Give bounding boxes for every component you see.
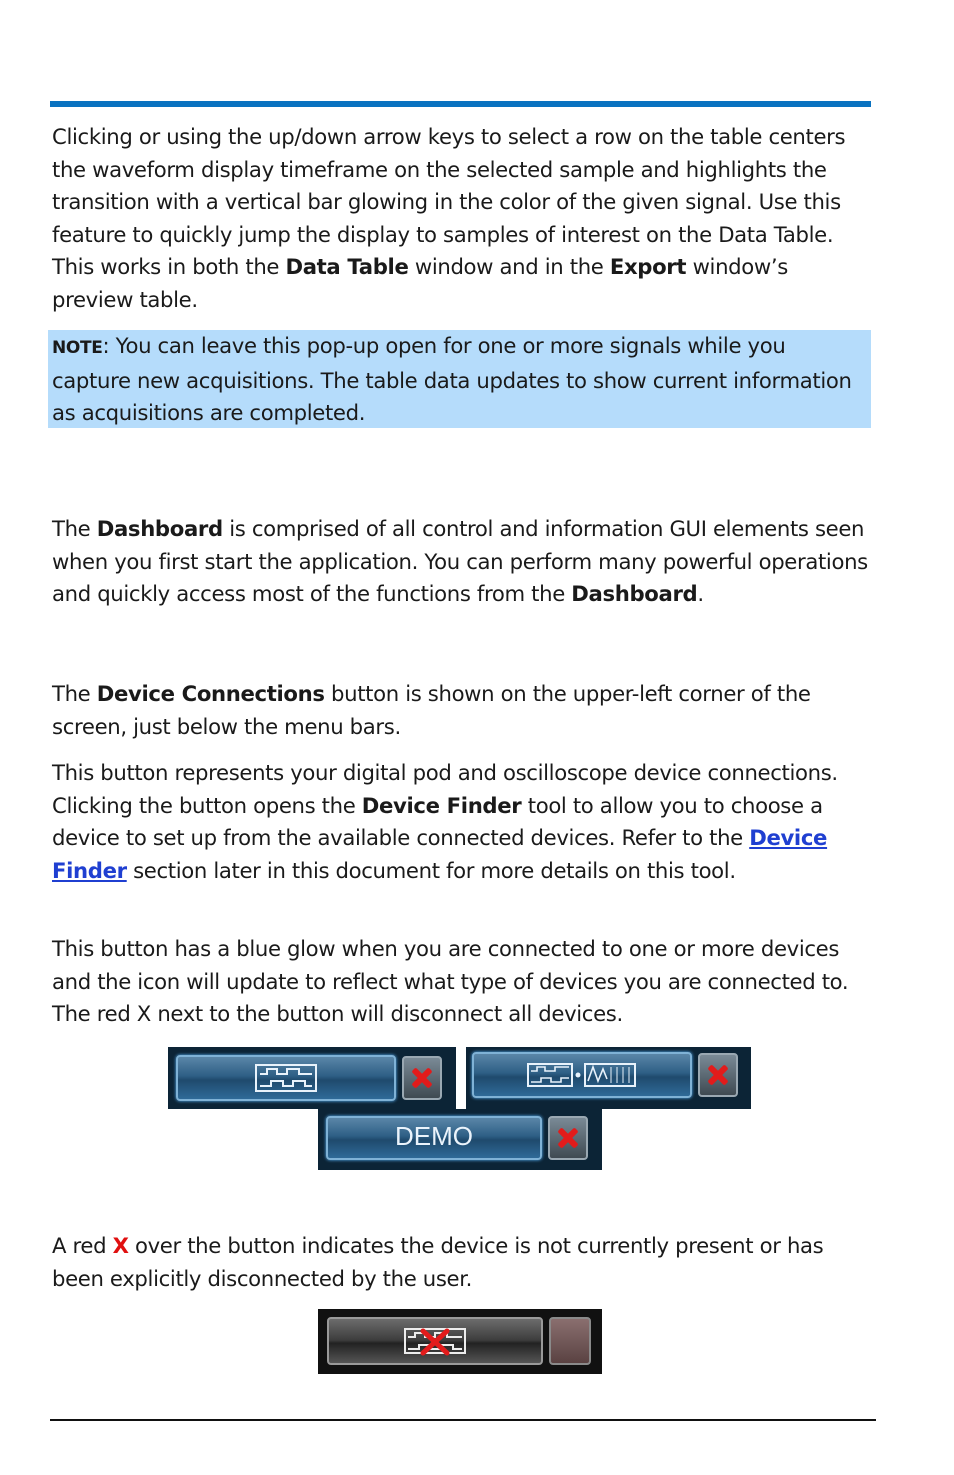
text-run: window’s preview table.: [52, 254, 788, 312]
note-label: NOTE: [52, 338, 103, 358]
device-connections-button: [326, 1116, 542, 1160]
note-box: [48, 330, 871, 428]
text-run: This button has a blue glow when you are connected to one or more devices and the icon will update to reflect what type of devices you are connected to. The red X next to the button will disconnect all devices.: [52, 936, 849, 1026]
header-rule: [50, 101, 871, 107]
note-body: : You can leave this pop-up open for one or more signals while you capture new acquisitions. The table data updates to show current information as acquisitions are completed.: [52, 333, 852, 425]
bold-data-table: Data Table: [285, 254, 409, 279]
device-connections-button: [472, 1052, 692, 1098]
text-run: Clicking or using the up/down arrow keys to select a row on the table centers the waveform display timeframe on the selected sample and highlights the transition with a vertical bar glowing in the color of the given signal. Use this feature to quickly jump the display to samples of interest on the Data Table. This works in both the: [52, 124, 846, 279]
connected-logic-scope-button-image: [466, 1047, 751, 1109]
device-connections-paragraph: [52, 678, 872, 743]
note-text: [52, 330, 867, 430]
bold-device-finder: Device Finder: [361, 792, 522, 818]
text-run: window and in the: [408, 254, 610, 279]
footer-rule: [50, 1419, 876, 1421]
demo-button-image: [318, 1109, 602, 1170]
device-connections-button-disconnected: [327, 1317, 543, 1365]
represents-paragraph: [52, 757, 872, 887]
bold-dashboard-2: Dashboard: [571, 581, 698, 606]
bold-export: Export: [609, 254, 687, 279]
data-table-paragraph: [52, 121, 872, 316]
bold-device-connections: Device Connections: [96, 681, 325, 706]
bold-dashboard: Dashboard: [96, 516, 223, 541]
text-run: A red: [52, 1233, 113, 1258]
text-run: button is shown on the upper-left corner of the screen, just below the menu bars.: [52, 681, 811, 739]
waveform-disconnected-icon: [403, 1325, 467, 1357]
connected-logic-button-image: [168, 1047, 456, 1109]
text-run: over the button indicates the device is not currently present or has been explicitly disconnected by the user.: [52, 1233, 824, 1291]
demo-label: DEMO: [395, 1121, 473, 1151]
disconnected-button-image: [318, 1309, 602, 1374]
device-finder-link[interactable]: Device Finder: [52, 825, 828, 883]
text-run: section later in this document for more details on this tool.: [126, 857, 736, 883]
waveform-icon: [255, 1064, 317, 1092]
text-run: The: [52, 681, 97, 706]
disconnect-close-icon: [698, 1053, 738, 1097]
dashboard-paragraph: [52, 513, 872, 611]
waveform-scope-icon: [527, 1061, 637, 1089]
blue-glow-paragraph: [52, 933, 872, 1031]
text-run: is comprised of all control and information GUI elements seen when you first start the application. You can perform many powerful operations and quickly access most of the functions from the: [52, 516, 868, 606]
text-run: .: [697, 581, 704, 606]
disconnect-close-icon: [548, 1116, 588, 1160]
device-connections-button: [176, 1055, 396, 1101]
disabled-close-icon: [549, 1317, 591, 1365]
text-run: This button represents your digital pod and oscilloscope device connections. Clicking the button opens the: [52, 760, 838, 818]
red-x-letter: X: [112, 1233, 129, 1258]
red-x-paragraph: [52, 1230, 872, 1295]
text-run: tool to allow you to choose a device to set up from the available connected devices. Refer to the: [52, 792, 823, 850]
text-run: The: [52, 516, 97, 541]
disconnect-close-icon: [402, 1056, 442, 1100]
